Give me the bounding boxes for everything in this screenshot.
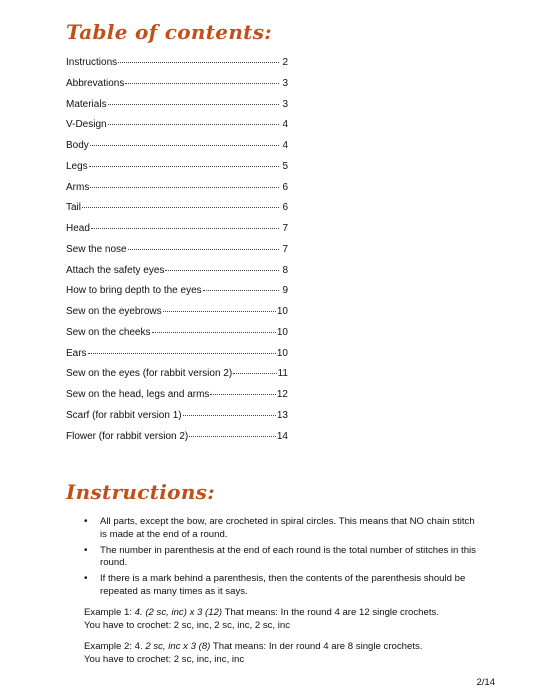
bullet-icon: • (84, 573, 88, 584)
toc-entry-page: 3 (282, 98, 288, 110)
toc-entry-label: Sew on the head, legs and arms (66, 389, 210, 400)
toc-entry-label: Sew the nose (66, 243, 127, 255)
toc-title: Table of contents: (66, 20, 272, 44)
instruction-bullet-text: All parts, except the bow, are crocheted in spiral circles. This means that NO chain stitch is made at the end of a round. (100, 516, 475, 540)
toc-entry-label: Attach the safety eyes (66, 264, 165, 276)
toc-list (66, 57, 288, 451)
toc-entry-page: 12 (276, 389, 288, 400)
toc-entry-page: 8 (282, 264, 288, 276)
example-2-pattern: 2 sc, inc x 3 (8) (145, 641, 211, 652)
toc-leader-dots (183, 415, 276, 416)
toc-entry-page: 7 (282, 243, 288, 255)
toc-entry[interactable] (66, 327, 288, 348)
toc-entry-label: Sew on the cheeks (66, 326, 151, 338)
toc-leader-dots (125, 83, 279, 84)
toc-entry-label: Sew on the eyebrows (66, 306, 162, 317)
toc-entry[interactable] (66, 161, 288, 182)
bullet-icon: • (84, 516, 88, 527)
toc-leader-dots (165, 270, 279, 271)
toc-entry-page: 2 (282, 57, 288, 68)
toc-entry[interactable] (66, 265, 288, 286)
instruction-bullet (84, 516, 484, 541)
toc-entry-page: 10 (276, 326, 288, 338)
toc-entry-page: 11 (277, 368, 288, 380)
toc-entry-page: 6 (282, 202, 288, 214)
example-2 (84, 641, 494, 666)
bullet-icon: • (84, 544, 88, 556)
toc-entry-page: 3 (282, 77, 288, 89)
toc-entry[interactable] (66, 57, 288, 78)
toc-entry[interactable] (66, 119, 288, 140)
toc-entry[interactable] (66, 202, 288, 223)
example-1-line-2: You have to crochet: 2 sc, inc, 2 sc, inc, 2 sc, inc (84, 619, 291, 631)
toc-entry[interactable] (66, 140, 288, 161)
toc-entry-label: Legs (66, 160, 88, 172)
toc-leader-dots (90, 145, 279, 146)
instructions-bullet-list (84, 516, 484, 602)
toc-entry-page: 4 (282, 140, 288, 151)
toc-entry-label: Abbrevations (66, 77, 125, 89)
toc-entry[interactable] (66, 182, 288, 203)
toc-entry-label: Flower (for rabbit version 2) (66, 430, 189, 442)
toc-entry-page: 13 (276, 409, 288, 421)
toc-entry-page: 5 (282, 160, 288, 172)
toc-entry[interactable] (66, 223, 288, 244)
instruction-bullet (84, 573, 484, 598)
instruction-bullet (84, 545, 484, 570)
toc-entry-label: Ears (66, 347, 87, 359)
toc-leader-dots (89, 166, 279, 167)
toc-entry-label: Arms (66, 181, 90, 193)
toc-entry-page: 10 (276, 306, 288, 317)
instruction-bullet-text: If there is a mark behind a parenthesis, then the contents of the parenthesis should be repeated as many times as it says. (100, 573, 466, 597)
toc-entry[interactable] (66, 431, 288, 452)
toc-entry[interactable] (66, 99, 288, 120)
toc-entry-label: Materials (66, 98, 107, 110)
toc-leader-dots (91, 228, 279, 229)
toc-entry-page: 10 (276, 347, 288, 359)
toc-entry-page: 4 (282, 119, 288, 131)
toc-entry[interactable] (66, 410, 288, 431)
toc-leader-dots (152, 332, 276, 333)
toc-entry-page: 6 (282, 181, 288, 193)
example-1 (84, 607, 494, 632)
toc-leader-dots (203, 290, 279, 291)
toc-entry[interactable] (66, 389, 288, 410)
toc-leader-dots (108, 104, 279, 105)
toc-entry-label: Body (66, 140, 89, 151)
toc-entry-label: V-Design (66, 119, 107, 131)
toc-leader-dots (88, 353, 276, 354)
toc-entry-label: How to bring depth to the eyes (66, 285, 202, 297)
toc-leader-dots (90, 187, 279, 188)
example-2-line-1: Example 2: 4. 2 sc, inc x 3 (8) That means: In der round 4 are 8 single crochets. (84, 641, 423, 652)
toc-entry-page: 7 (282, 223, 288, 234)
toc-entry[interactable] (66, 348, 288, 369)
toc-entry[interactable] (66, 285, 288, 306)
toc-entry-label: Head (66, 223, 90, 234)
toc-leader-dots (128, 249, 279, 250)
toc-entry-label: Instructions (66, 57, 118, 68)
example-1-line-1: Example 1: 4. (2 sc, inc) x 3 (12) That means: In the round 4 are 12 single crochets. (84, 607, 439, 618)
toc-entry[interactable] (66, 78, 288, 99)
example-2-line-2: You have to crochet: 2 sc, inc, inc, inc (84, 653, 245, 665)
toc-entry[interactable] (66, 244, 288, 265)
toc-leader-dots (189, 436, 276, 437)
toc-leader-dots (118, 62, 279, 63)
toc-leader-dots (163, 311, 276, 312)
page-number: 2/14 (476, 677, 495, 688)
instruction-bullet-text: The number in parenthesis at the end of each round is the total number of stitches in this round. (100, 544, 476, 568)
toc-leader-dots (210, 394, 275, 395)
toc-entry-page: 9 (282, 285, 288, 297)
toc-entry-label: Sew on the eyes (for rabbit version 2) (66, 368, 233, 380)
instructions-title: Instructions: (66, 480, 215, 504)
toc-entry-label: Scarf (for rabbit version 1) (66, 409, 182, 421)
toc-entry[interactable] (66, 306, 288, 327)
toc-leader-dots (108, 124, 279, 125)
toc-leader-dots (82, 207, 279, 208)
toc-entry-page: 14 (276, 430, 288, 442)
toc-entry-label: Tail (66, 202, 82, 214)
toc-entry[interactable] (66, 368, 288, 389)
toc-leader-dots (233, 373, 276, 374)
example-1-pattern: 4. (2 sc, inc) x 3 (12) (134, 607, 223, 618)
